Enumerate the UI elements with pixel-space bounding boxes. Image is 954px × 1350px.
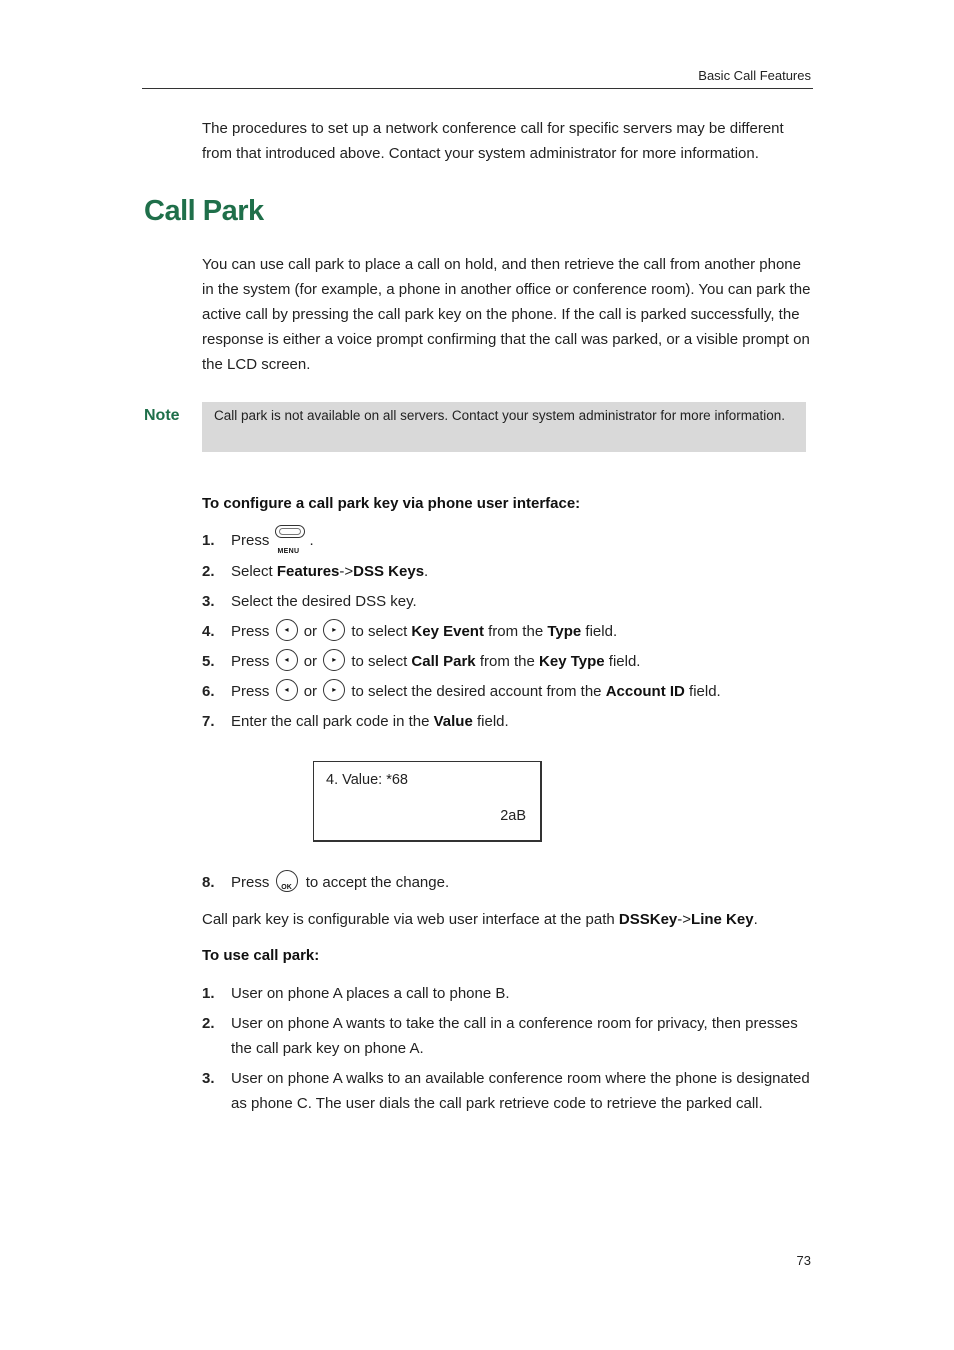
step-text bbox=[231, 870, 814, 895]
step-number: 7. bbox=[202, 713, 215, 730]
step-text bbox=[231, 709, 814, 734]
right-nav-key-icon bbox=[323, 679, 345, 701]
step-text-part: . bbox=[424, 563, 429, 580]
option-key-event: Key Event bbox=[411, 623, 484, 640]
lcd-value-line: 4. Value: *68 bbox=[326, 772, 408, 788]
step-text bbox=[231, 649, 814, 674]
step-text-part: Press bbox=[231, 532, 270, 549]
step-text-part: or bbox=[303, 653, 318, 670]
right-nav-key-icon bbox=[323, 619, 345, 641]
step-text-part: or bbox=[303, 683, 318, 700]
step-text-part: or bbox=[303, 623, 318, 640]
page-number: 73 bbox=[796, 1253, 811, 1268]
configure-step-3 bbox=[202, 589, 814, 614]
field-account-id: Account ID bbox=[605, 683, 685, 700]
path-separator: -> bbox=[677, 911, 692, 928]
step-text: User on phone A places a call to phone B. bbox=[231, 985, 510, 1002]
step-text bbox=[231, 619, 814, 644]
web-path-line-key: Line Key bbox=[691, 911, 754, 928]
web-note-text: . bbox=[753, 911, 758, 928]
lcd-input-mode: 2aB bbox=[500, 808, 526, 824]
step-text bbox=[231, 559, 814, 584]
step-number: 8. bbox=[202, 874, 215, 891]
step-number: 2. bbox=[202, 563, 215, 580]
field-type: Type bbox=[547, 623, 582, 640]
step-text-part: Select bbox=[231, 563, 273, 580]
step-text bbox=[231, 679, 814, 704]
step-text-part: Press bbox=[231, 653, 270, 670]
right-arrow-glyph: ▸ bbox=[332, 655, 337, 665]
ok-key-label: OK bbox=[281, 884, 292, 892]
step-text-part: to accept the change. bbox=[305, 874, 450, 891]
left-nav-key-icon bbox=[276, 619, 298, 641]
field-key-type: Key Type bbox=[539, 653, 605, 670]
lcd-screen bbox=[313, 761, 542, 842]
step-number: 2. bbox=[202, 1015, 215, 1032]
right-arrow-glyph: ▸ bbox=[332, 625, 337, 635]
configure-heading: To configure a call park key via phone user interface: bbox=[202, 495, 581, 512]
step-text-part: from the bbox=[479, 653, 535, 670]
right-nav-key-icon bbox=[323, 649, 345, 671]
path-separator: -> bbox=[339, 563, 354, 580]
option-call-park: Call Park bbox=[411, 653, 476, 670]
configure-step-6 bbox=[202, 679, 814, 704]
step-text bbox=[231, 528, 814, 556]
configure-step-8 bbox=[202, 870, 814, 895]
right-arrow-glyph: ▸ bbox=[332, 685, 337, 695]
step-number: 1. bbox=[202, 532, 215, 549]
note-box bbox=[202, 402, 806, 452]
step-number: 6. bbox=[202, 683, 215, 700]
configure-step-4 bbox=[202, 619, 814, 644]
step-text-part: . bbox=[309, 532, 314, 549]
left-arrow-glyph: ◂ bbox=[284, 625, 289, 635]
step-text-part: field. bbox=[608, 653, 641, 670]
step-number: 1. bbox=[202, 985, 215, 1002]
step-text-part: to select bbox=[351, 623, 408, 640]
note-text: Call park is not available on all servers. Contact your system administrator for more information. bbox=[214, 408, 785, 423]
use-step-2 bbox=[202, 1011, 814, 1061]
header-divider bbox=[142, 88, 813, 89]
step-text-part: field. bbox=[689, 683, 721, 700]
configure-step-5 bbox=[202, 649, 814, 674]
section-title: Call Park bbox=[144, 195, 264, 227]
step-text-part: to select bbox=[351, 653, 408, 670]
left-nav-key-icon bbox=[276, 649, 298, 671]
note-label: Note bbox=[144, 407, 180, 424]
configure-step-1 bbox=[202, 528, 814, 556]
configure-step-2 bbox=[202, 559, 814, 584]
step-text-part: Press bbox=[231, 683, 270, 700]
step-text-part: Press bbox=[231, 874, 270, 891]
step-text-part: field. bbox=[585, 623, 618, 640]
step-text-part: Press bbox=[231, 623, 270, 640]
use-heading: To use call park: bbox=[202, 947, 320, 964]
menu-key-icon bbox=[274, 525, 308, 556]
running-header: Basic Call Features bbox=[698, 68, 811, 83]
step-number: 3. bbox=[202, 593, 215, 610]
step-text-part: to select the desired account from the bbox=[351, 683, 602, 700]
step-text-part: field. bbox=[477, 713, 509, 730]
left-nav-key-icon bbox=[276, 679, 298, 701]
section-body-paragraph: You can use call park to place a call on hold, and then retrieve the call from another phone in the system (for example, a phone in another office or conference room). You can park the active call by pressing the call park key on the phone. If the call is parked successfully, the response is either a voice prompt confirming that the call was parked, or a visible prompt on the LCD screen. bbox=[202, 256, 811, 373]
ok-key-icon bbox=[276, 870, 298, 892]
step-text-part: Enter the call park code in the bbox=[231, 713, 430, 730]
field-value: Value bbox=[433, 713, 473, 730]
web-config-note bbox=[202, 907, 814, 932]
step-text: User on phone A walks to an available conference room where the phone is designated as phone C. The user dials the call park retrieve code to retrieve the parked call. bbox=[231, 1070, 810, 1112]
web-path-dsskey: DSSKey bbox=[618, 911, 678, 928]
left-arrow-glyph: ◂ bbox=[284, 685, 289, 695]
step-text-part: from the bbox=[488, 623, 544, 640]
use-step-1 bbox=[202, 981, 814, 1006]
configure-step-7 bbox=[202, 709, 814, 734]
use-step-3 bbox=[202, 1066, 814, 1142]
menu-path-features: Features bbox=[276, 563, 340, 580]
step-text: Select the desired DSS key. bbox=[231, 593, 417, 610]
step-number: 5. bbox=[202, 653, 215, 670]
web-note-text: Call park key is configurable via web user interface at the path bbox=[202, 911, 615, 928]
step-number: 3. bbox=[202, 1070, 215, 1087]
menu-key-label: MENU bbox=[277, 548, 300, 556]
step-text: User on phone A wants to take the call in a conference room for privacy, then presses the call park key on phone A. bbox=[231, 1015, 798, 1057]
intro-paragraph: The procedures to set up a network conference call for specific servers may be different from that introduced above. Contact your system administrator for more information. bbox=[202, 120, 784, 162]
step-number: 4. bbox=[202, 623, 215, 640]
left-arrow-glyph: ◂ bbox=[284, 655, 289, 665]
menu-path-dss-keys: DSS Keys bbox=[353, 563, 425, 580]
